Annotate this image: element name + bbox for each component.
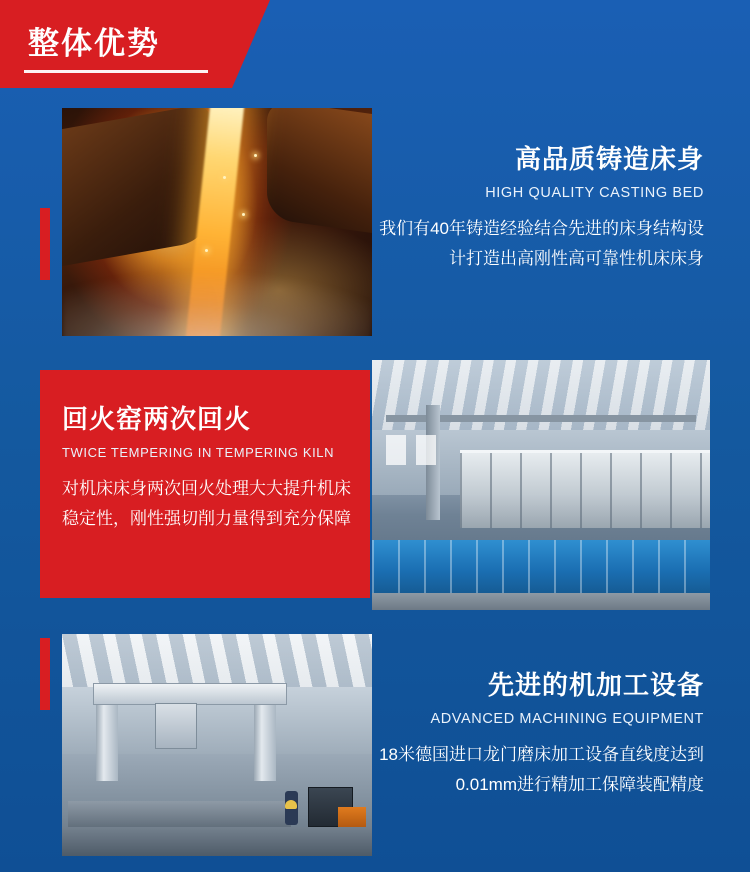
tempering-kiln-photo: [372, 360, 710, 610]
spark-icon: [254, 154, 257, 157]
kiln-panel-grid: [460, 453, 710, 528]
factory-floor: [372, 593, 710, 611]
machine-bed: [68, 801, 291, 830]
receiving-ladle-shape: [267, 108, 372, 235]
section-2-text: [62, 402, 362, 534]
section-2-body: 对机床床身两次回火处理大大提升机床稳定性，刚性强切削力量得到充分保障: [62, 479, 351, 528]
workshop-floor: [62, 827, 372, 856]
orange-material-stack: [338, 807, 366, 827]
section-1-text: [374, 142, 704, 274]
spark-icon: [242, 213, 245, 216]
section-1-title-en: HIGH QUALITY CASTING BED: [485, 185, 704, 201]
grinding-head: [155, 703, 197, 749]
section-3-title-en: ADVANCED MACHINING EQUIPMENT: [430, 711, 704, 727]
section-1-title-cn: 高品质铸造床身: [514, 144, 704, 174]
section-2-title-en: TWICE TEMPERING IN TEMPERING KILN: [62, 445, 335, 460]
blue-guard-rail: [372, 540, 710, 595]
factory-roof: [372, 360, 710, 435]
gantry-grinder-photo: [62, 634, 372, 856]
tempering-kiln-body: [460, 450, 710, 528]
page-header: [0, 0, 750, 88]
section-2-title-cn: 回火窑两次回火: [62, 404, 252, 434]
page-title: 整体优势: [28, 26, 160, 61]
section-3-title-cn: 先进的机加工设备: [487, 670, 704, 700]
worker-helmet: [285, 800, 297, 809]
section-machining-equipment: [0, 620, 750, 870]
window-pane: [416, 435, 436, 465]
section-casting-bed: [0, 100, 750, 350]
section-3-body: 18米德国进口龙门磨床加工设备直线度达到0.01mm进行精加工保障装配精度: [379, 745, 704, 794]
section-tempering-kiln: [0, 360, 750, 620]
molten-metal-pour-photo: [62, 108, 372, 336]
rail-panel-lines: [372, 540, 710, 595]
section-3-text: [374, 668, 704, 800]
section-1-body: 我们有40年铸造经验结合先进的床身结构设计打造出高刚性高可靠性机床床身: [379, 219, 704, 268]
section-1-left-accent: [40, 208, 50, 280]
header-underline: [24, 70, 208, 73]
smoke-cloud: [62, 245, 372, 336]
section-3-left-accent: [40, 638, 50, 710]
window-pane: [386, 435, 406, 465]
gantry-cross-beam: [93, 683, 287, 705]
